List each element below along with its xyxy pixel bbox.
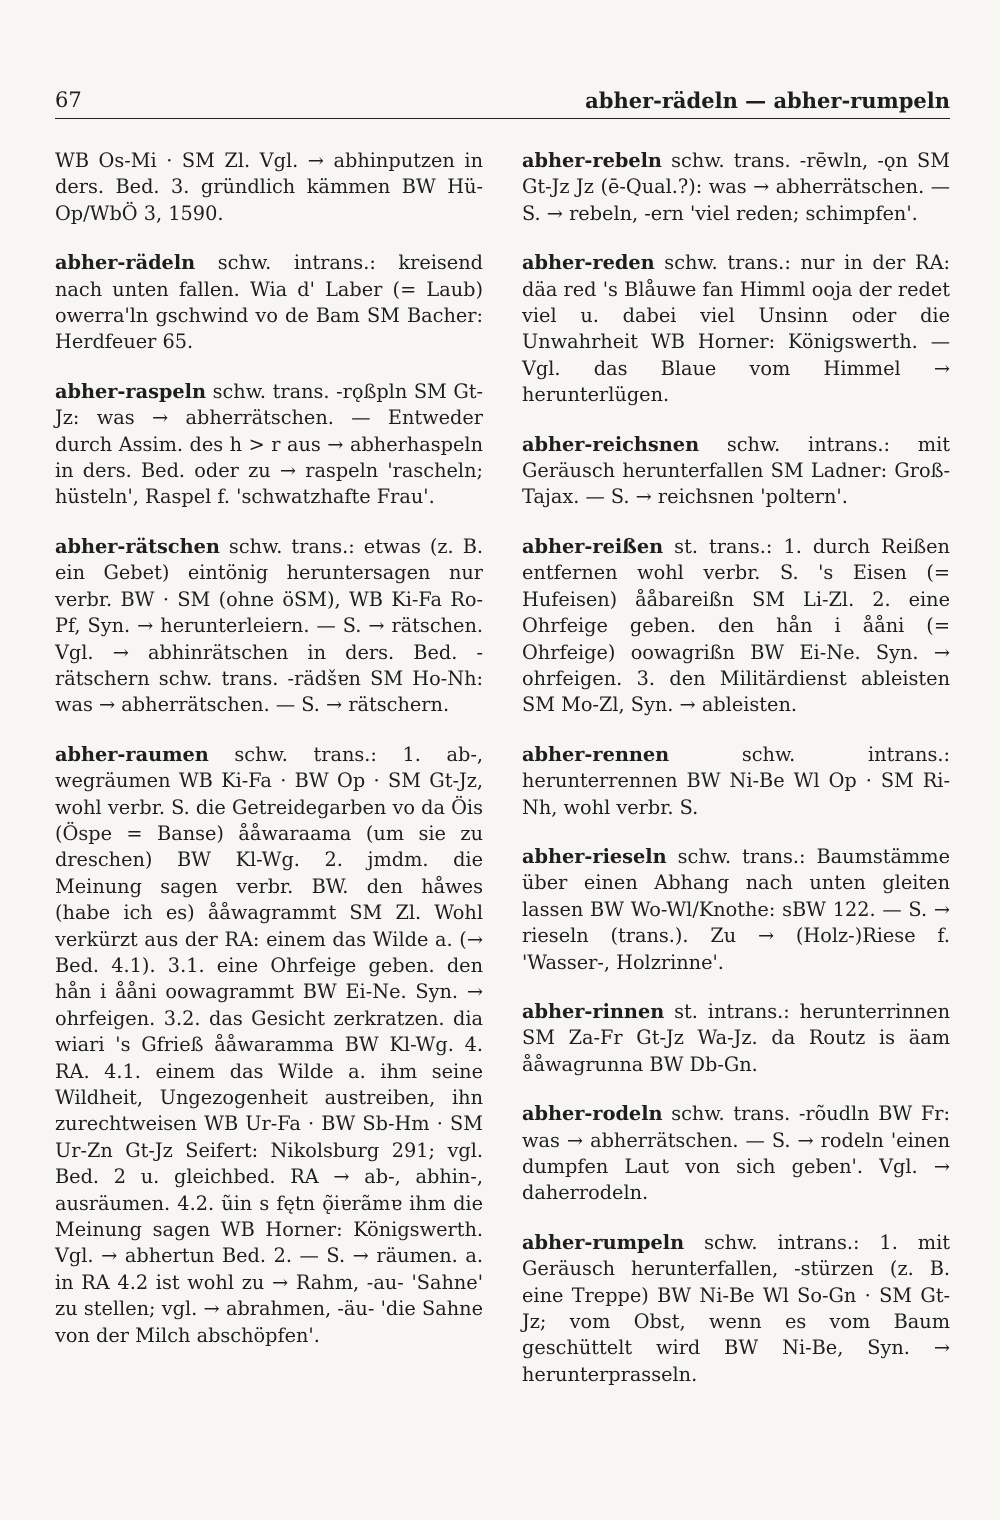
entry-abher-raumen [55,742,483,1349]
entry-headword: abher-rädeln [55,251,196,275]
entry-text: schw. trans.: etwas (z. B. ein Gebet) eintönig heruntersagen nur verbr. BW · SM (ohne öSM), WB Ki-Fa Ro-Pf, Syn. → herunterleiern. — S. → rätschen. Vgl. → abhinrätschen in ders. Bed. -rätschern schw. trans. -rädšɐn SM Ho-Nh: was → abherrätschen. — S. → rätschern. [55,534,484,717]
entry-headword: abher-reißen [522,534,664,558]
entry-headword: abher-rieseln [522,844,667,868]
entry-text: schw. trans. -rǫßpln SM Gt-Jz: was → abherrätschen. — Entweder durch Assim. des h > r aus → abherhaspeln in ders. Bed. oder zu → raspeln 'rascheln; hüsteln', Raspel f. 'schwatzhafte Frau'. [55,379,483,509]
right-column [522,148,950,1411]
entry-abher-reissen [522,534,950,719]
entry-headword: abher-rumpeln [522,1230,685,1254]
entry-text: schw. trans.: 1. ab-, wegräumen WB Ki-Fa · BW Op · SM Gt-Jz, wohl verbr. S. die Getreidegarben vo da Öis (Öspe = Banse) ååwaraama (um sie zu dreschen) BW Kl-Wg. 2. jmdm. die Meinung sagen verbr. BW. den håwes (habe ich es) ååwagrammt SM Zl. Wohl verkürzt aus der RA: einem das Wilde a. (→ Bed. 4.1). 3.1. eine Ohrfeige geben. den hån i ååni oowagrammt BW Ei-Ne. Syn. → ohrfeigen. 3.2. das Gesicht zerkratzen. dia wiari 's Gfrieß ååwaramma BW Kl-Wg. 4. RA. 4.1. einem das Wilde a. ihm seine Wildheit, Ungezogenheit austreiben, ihn zurechtweisen WB Ur-Fa · BW Sb-Hm · SM Ur-Zn Gt-Jz Seifert: Nikolsburg 291; vgl. Bed. 2 u. gleichbed. RA → ab-, abhin-, ausräumen. 4.2. ũin s fętn ǫ̃iɐrãmɐ ihm die Meinung sagen WB Horner: Königswerth. Vgl. → abhertun Bed. 2. — S. → räumen. a. in RA 4.2 ist wohl zu → Rahm, -au- 'Sahne' zu stellen; vgl. → abrahmen, -äu- 'die Sahne von der Milch abschöpfen'. [55,742,483,1347]
entry-headword: abher-rätschen [55,534,220,558]
entry-abher-rieseln [522,844,950,976]
entry-abher-rennen [522,742,950,821]
entry-abher-rodeln [522,1101,950,1207]
entry-abher-rebeln [522,148,950,227]
entry-text: schw. trans. -rõudln BW Fr: was → abherrätschen. — S. → rodeln 'einen dumpfen Laut von sich geben'. Vgl. → daherrodeln. [522,1102,950,1205]
entry-text: schw. trans.: nur in der RA: däa red 's Blåuwe fan Himml ooja der redet viel u. dabei viel Unsinn oder die Unwahrheit WB Horner: Königswerth. — Vgl. das Blaue vom Himmel → herunterlügen. [522,251,950,407]
entry-headword: abher-rinnen [522,999,665,1023]
entry-headword: abher-rennen [522,742,670,766]
entry-text: schw. intrans.: herunterrennen BW Ni-Be Wl Op · SM Ri-Nh, wohl verbr. S. [522,742,950,819]
entry-abher-rumpeln [522,1230,950,1388]
entry-headword: abher-raumen [55,742,209,766]
entry-text: schw. trans.: Baumstämme über einen Abhang nach unten gleiten lassen BW Wo-Wl/Knothe: sBW 122. — S. → rieseln (trans.). Zu → (Holz-)Riese f. 'Wasser-, Holzrinne'. [522,844,950,974]
entry-headword: abher-rodeln [522,1102,663,1126]
entry-text: schw. intrans.: kreisend nach unten fallen. Wia d' Laber (= Laub) owerra'ln gschwind vo de Bam SM Bacher: Herdfeuer 65. [55,251,483,354]
entry-text: WB Os-Mi · SM Zl. Vgl. → abhinputzen in ders. Bed. 3. gründlich kämmen BW Hü-Op/WbÖ 3, 1590. [55,149,483,225]
entry-headword: abher-reichsnen [522,432,700,456]
entry-headword: abher-raspeln [55,379,207,403]
entry-abher-reichsnen [522,432,950,511]
entry-abher-raedeln [55,250,483,356]
entry-abher-raetschen [55,534,483,719]
page-header [55,86,950,119]
entry-text: schw. intrans.: 1. mit Geräusch herunterfallen, -stürzen (z. B. eine Treppe) BW Ni-Be Wl So-Gn · SM Gt-Jz; vom Obst, wenn es vom Baum geschüttelt wird BW Ni-Be, Syn. → herunterprasseln. [522,1230,950,1386]
page-number: 67 [55,88,82,112]
running-head: abher-rädeln — abher-rumpeln [585,88,950,113]
left-column [55,148,483,1372]
entry-text: st. trans.: 1. durch Reißen entfernen wohl verbr. S. 's Eisen (= Hufeisen) ååbareißn SM Li-Zl. 2. eine Ohrfeige geben. den hån i ååni (= Ohrfeige) oowagrißn BW Ei-Ne. Syn. → ohrfeigen. 3. den Militärdienst ableisten SM Mo-Zl, Syn. → ableisten. [522,534,950,717]
entry-continuation [55,148,483,227]
entry-abher-raspeln [55,379,483,511]
entry-headword: abher-reden [522,251,655,275]
entry-text: schw. intrans.: mit Geräusch herunterfallen SM Ladner: Groß-Tajax. — S. → reichsnen 'poltern'. [522,432,950,509]
entry-abher-rinnen [522,999,950,1078]
entry-headword: abher-rebeln [522,149,662,172]
entry-text: schw. trans. -rēwln, -ǫn SM Gt-Jz Jz (ē-Qual.?): was → abherrätschen. — S. → rebeln, -ern 'viel reden; schimpfen'. [522,149,950,225]
entry-text: st. intrans.: herunterrinnen SM Za-Fr Gt-Jz Wa-Jz. da Routz is äam ååwagrunna BW Db-Gn. [522,999,950,1076]
entry-abher-reden [522,250,950,408]
